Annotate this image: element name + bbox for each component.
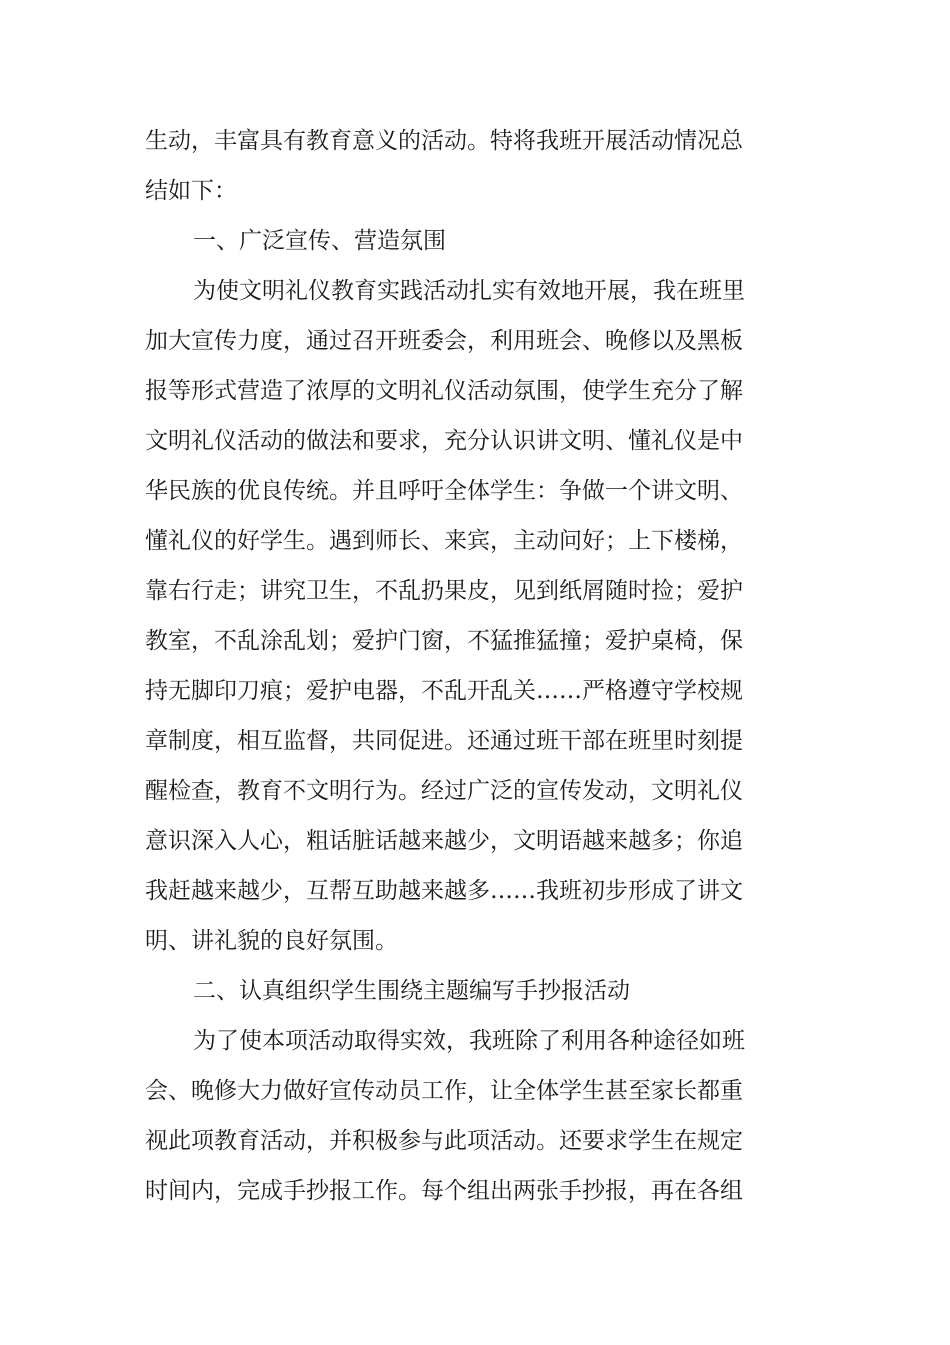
- paragraph-line: 加大宣传力度，通过召开班委会，利用班会、晚修以及黑板: [145, 328, 743, 354]
- paragraph-line: 章制度，相互监督，共同促进。还通过班干部在班里时刻提: [145, 728, 743, 754]
- section-heading: 一、广泛宣传、营造氛围: [193, 228, 446, 254]
- paragraph-line: 我赶越来越少，互帮互助越来越多……我班初步形成了讲文: [145, 878, 743, 904]
- paragraph-line: 时间内，完成手抄报工作。每个组出两张手抄报，再在各组: [145, 1178, 743, 1204]
- paragraph-line: 为使文明礼仪教育实践活动扎实有效地开展，我在班里: [193, 278, 745, 304]
- paragraph-line: 明、讲礼貌的良好氛围。: [145, 928, 398, 954]
- paragraph-line: 靠右行走；讲究卫生，不乱扔果皮，见到纸屑随时捡；爱护: [145, 578, 743, 604]
- paragraph-line: 醒检查，教育不文明行为。经过广泛的宣传发动，文明礼仪: [145, 778, 743, 804]
- paragraph-line: 报等形式营造了浓厚的文明礼仪活动氛围，使学生充分了解: [145, 378, 743, 404]
- paragraph-line: 为了使本项活动取得实效，我班除了利用各种途径如班: [193, 1028, 745, 1054]
- paragraph-line: 文明礼仪活动的做法和要求，充分认识讲文明、懂礼仪是中: [145, 428, 743, 454]
- paragraph-line: 教室，不乱涂乱划；爱护门窗，不猛推猛撞；爱护桌椅，保: [145, 628, 743, 654]
- section-heading: 二、认真组织学生围绕主题编写手抄报活动: [193, 978, 630, 1004]
- paragraph-line: 华民族的优良传统。并且呼吁全体学生：争做一个讲文明、: [145, 478, 743, 504]
- document-body: [145, 116, 745, 1216]
- paragraph-line: 懂礼仪的好学生。遇到师长、来宾，主动问好；上下楼梯，: [145, 528, 743, 554]
- paragraph-line: 视此项教育活动，并积极参与此项活动。还要求学生在规定: [145, 1128, 743, 1154]
- paragraph-line: 生动，丰富具有教育意义的活动。特将我班开展活动情况总: [145, 128, 743, 154]
- paragraph-line: 会、晚修大力做好宣传动员工作，让全体学生甚至家长都重: [145, 1078, 743, 1104]
- paragraph-line: 意识深入人心，粗话脏话越来越少，文明语越来越多；你追: [145, 828, 743, 854]
- paragraph-line: 持无脚印刀痕；爱护电器，不乱开乱关……严格遵守学校规: [145, 678, 743, 704]
- paragraph-line: 结如下：: [145, 178, 237, 204]
